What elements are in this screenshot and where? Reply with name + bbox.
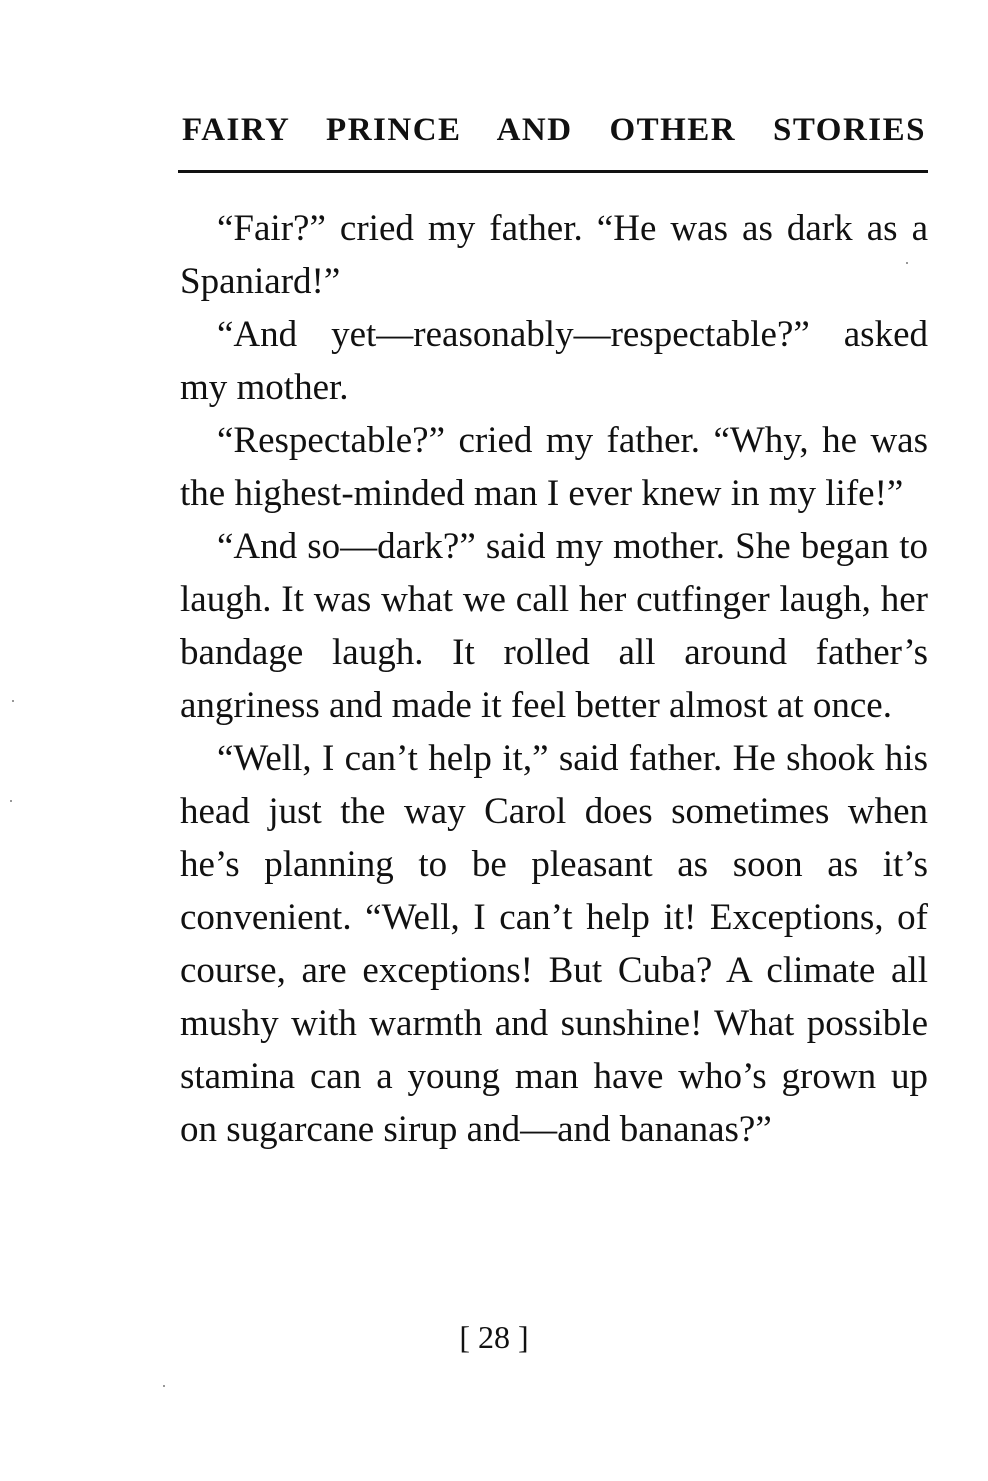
print-speck xyxy=(906,262,908,264)
page-number: [ 28 ] xyxy=(459,1319,529,1355)
body-text xyxy=(180,202,928,1156)
print-speck xyxy=(12,700,14,702)
paragraph: “And yet—reasonably—respectable?” asked my mother. xyxy=(180,314,928,408)
paragraph: “Well, I can’t help it,” said father. He shook his head just the way Carol does sometimes when he’s planning to be pleasant as soon as it’s convenient. “Well, I can’t help it! Exceptions, of course, are exceptions! But Cuba? A climate all mushy with warmth and sunshine! What possible stamina can a young man have who’s grown up on sugarcane sirup and—and bananas?” xyxy=(180,738,928,1150)
running-head: FAIRY PRINCE AND OTHER STORIES xyxy=(182,112,926,148)
paragraph: “Fair?” cried my father. “He was as dark as a Spaniard!” xyxy=(180,208,928,302)
paragraph: “Respectable?” cried my father. “Why, he was the highest-minded man I ever knew in my life!” xyxy=(180,420,928,514)
header-rule xyxy=(178,170,928,173)
print-speck xyxy=(163,1385,165,1387)
paragraph: “And so—dark?” said my mother. She began to laugh. It was what we call her cutfinger laugh, her bandage laugh. It rolled all around father’s angriness and made it feel better almost at once. xyxy=(180,526,928,726)
print-speck xyxy=(10,800,12,802)
